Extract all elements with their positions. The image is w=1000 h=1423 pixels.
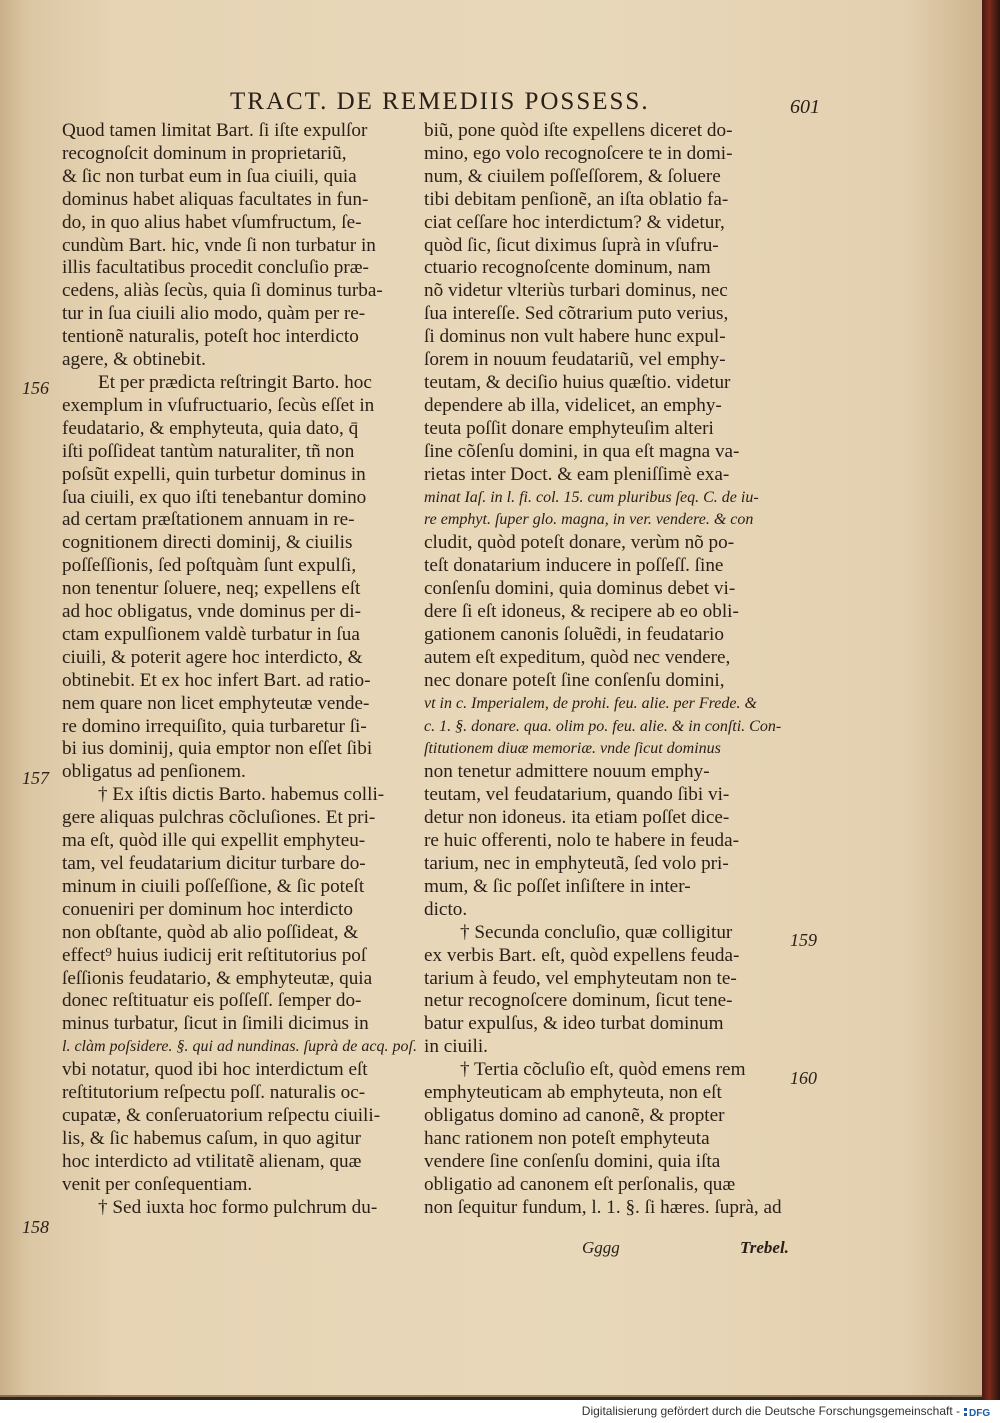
digitization-footer: [0, 1401, 1000, 1423]
text-line: teutam, vel feudatarium, quando ſibi vi-: [424, 784, 730, 806]
text-line: minum in ciuili poſſeſſione, & ſic poteſt: [62, 875, 365, 897]
text-line: non tenentur ſoluere, neq; expellens eſt: [62, 578, 361, 600]
text-line: do, in quo alius habet vſumfructum, ſe-: [62, 211, 362, 233]
text-line: quòd ſic, ſicut diximus ſuprà in vſufru-: [424, 234, 719, 256]
text-line: non tenetur admittere nouum emphy-: [424, 761, 710, 783]
text-line: illis facultatibus procedit concluſio præ-: [62, 257, 369, 279]
text-line: † Sed iuxta hoc formo pulchrum du-: [98, 1196, 378, 1218]
text-line: hanc rationem non poteſt emphyteuta: [424, 1127, 710, 1149]
text-line: teutam, & deciſio huius quæſtio. videtur: [424, 371, 731, 393]
text-line: detur non idoneus. ita etiam poſſet dice-: [424, 807, 730, 829]
text-line: & ſic non turbat eum in ſua ciuili, quia: [62, 165, 357, 187]
text-line: poſſeſſionis, ſed poſtquàm ſunt expulſi,: [62, 555, 357, 577]
text-line: cupatæ, & conſeruatorium reſpectu ciuili-: [62, 1104, 381, 1126]
text-line: vendere ſine conſenſu domini, quia iſta: [424, 1150, 721, 1172]
text-line: re huic offerenti, nolo te habere in feuda-: [424, 830, 740, 852]
signature-mark: Gggg: [582, 1238, 620, 1257]
text-line: non obſtante, quòd ab alio poſſideat, &: [62, 921, 359, 943]
text-line: ex verbis Bart. eſt, quòd expellens feuda-: [424, 944, 740, 966]
text-line: teſt donatarium inducere in poſſeſſ. ſine: [424, 555, 724, 577]
right-column: [424, 120, 792, 1220]
text-line: netur recognoſcere dominum, ſicut tene-: [424, 990, 733, 1012]
text-line: ctam expulſionem valdè turbatur in ſua: [62, 623, 360, 645]
text-line: ciuili, & poterit agere hoc interdicto, &: [62, 646, 363, 668]
text-line: gere aliquas pulchras cõcluſiones. Et pri-: [62, 807, 376, 829]
text-line: dere ſi eſt idoneus, & recipere ab eo obli-: [424, 601, 739, 623]
text-line: tibi debitam penſionẽ, an iſta oblatio fa-: [424, 188, 729, 210]
text-line: ſine cõſenſu domini, in qua eſt magna va-: [424, 440, 740, 462]
text-line: ma eſt, quòd ille qui expellit emphyteu-: [62, 830, 366, 852]
text-line: † Ex iſtis dictis Barto. habemus colli-: [98, 784, 385, 806]
text-line: cedens, aliàs ſecùs, quia ſi dominus turba-: [62, 280, 383, 302]
dfg-logo-text: DFG: [969, 1408, 991, 1419]
text-line: lis, & ſic habemus caſum, in quo agitur: [62, 1127, 361, 1149]
text-line: venit per conſequentiam.: [62, 1173, 253, 1195]
text-line: obligatio ad canonem eſt perſonalis, quæ: [424, 1173, 736, 1195]
text-line: vt in c. Imperialem, de prohi. feu. alie. per Frede. &: [424, 694, 757, 712]
text-line: † Tertia cõcluſio eſt, quòd emens rem: [460, 1059, 746, 1081]
text-line: reſtitutorium reſpectu poſſ. naturalis oc-: [62, 1082, 366, 1104]
text-line: ſtitutionem diuæ memoriæ. vnde ſicut dominus: [424, 740, 721, 758]
text-line: ciat ceſſare hoc interdictum? & videtur,: [424, 211, 725, 233]
text-line: hoc interdicto ad vtilitatẽ alienam, quæ: [62, 1150, 362, 1172]
catchword: Trebel.: [740, 1238, 789, 1257]
text-line: cludit, quòd poteſt donare, verùm nõ po-: [424, 532, 735, 554]
text-line: ſi dominus non vult habere hunc expul-: [424, 326, 726, 348]
left-column: [62, 120, 420, 1220]
margin-number: 160: [790, 1068, 817, 1088]
text-line: † Secunda concluſio, quæ colligitur: [460, 921, 733, 943]
funding-credit: Digitalisierung gefördert durch die Deutsche Forschungsgemeinschaft -: [581, 1404, 960, 1418]
text-line: mino, ego volo recognoſcere te in domi-: [424, 142, 733, 164]
text-line: bi ius dominij, quia emptor non eſſet ſibi: [62, 738, 373, 760]
text-line: agere, & obtinebit.: [62, 349, 206, 371]
text-line: tam, vel feudatarium dicitur turbare do-: [62, 853, 366, 874]
text-line: cundùm Bart. hic, vnde ſi non turbatur in: [62, 234, 376, 256]
text-line: obligatus ad penſionem.: [62, 761, 246, 783]
text-line: tarium à feudo, vel emphyteutam non te-: [424, 967, 737, 989]
text-line: autem eſt expeditum, quòd nec vendere,: [424, 646, 731, 668]
text-line: ſorem in nouum feudatariũ, vel emphy-: [424, 349, 726, 371]
text-line: vbi notatur, quod ibi hoc interdictum eſt: [62, 1059, 368, 1081]
text-line: Et per prædicta reſtringit Barto. hoc: [98, 371, 372, 393]
margin-number: 156: [22, 378, 49, 398]
text-line: dicto.: [424, 898, 468, 920]
dfg-logo-icon: [964, 1405, 994, 1419]
text-line: exemplum in vſufructuario, ſecùs eſſet in: [62, 394, 375, 416]
folio-number: 601: [790, 96, 820, 118]
book-cover-edge: [982, 0, 1000, 1400]
text-line: dominus habet aliquas facultates in fun-: [62, 188, 369, 210]
text-line: nec donare poteſt ſine conſenſu domini,: [424, 669, 725, 691]
text-line: ad certam præſtationem annuam in re-: [62, 509, 355, 531]
text-line: biũ, pone quòd iſte expellens diceret do-: [424, 120, 733, 141]
text-line: in ciuili.: [424, 1036, 488, 1058]
margin-number: 158: [22, 1217, 49, 1237]
text-line: feudatario, & emphyteuta, quia dato, q̄: [62, 417, 359, 439]
text-line: effect⁹ huius iudicij erit reſtitutorius poſ: [62, 944, 367, 966]
text-line: gationem canonis ſoluẽdi, in feudatario: [424, 623, 724, 645]
text-line: ſua ciuili, ex quo iſti tenebantur domino: [62, 486, 367, 508]
text-line: teuta poſſit donare emphyteuſim alteri: [424, 417, 714, 439]
running-head: TRACT. DE REMEDIIS POSSESS.: [230, 88, 650, 115]
text-line: tarium, nec in emphyteutã, ſed volo pri-: [424, 853, 729, 874]
text-line: poſsũt expelli, quin turbetur dominus in: [62, 463, 366, 485]
text-line: dependere ab illa, videlicet, an emphy-: [424, 394, 722, 416]
text-line: tur in ſua ciuili alio modo, quàm per re-: [62, 303, 366, 325]
text-line: cognitionem directi dominij, & ciuilis: [62, 532, 353, 554]
margin-number: 157: [22, 768, 49, 788]
text-line: tentionẽ naturalis, poteſt hoc interdicto: [62, 326, 359, 348]
text-line: rietas inter Doct. & eam pleniſſimè exa-: [424, 463, 730, 485]
text-line: ſua intereſſe. Sed cõtrarium puto verius,: [424, 303, 729, 325]
text-line: l. clàm poſsidere. §. qui ad nundinas. ſuprà de acq. poſ.: [62, 1038, 417, 1056]
text-line: minus turbatur, ſicut in ſimili dicimus in: [62, 1013, 369, 1035]
text-line: num, & ciuilem poſſeſſorem, & ſoluere: [424, 165, 721, 187]
text-line: iſti poſſideat tantùm naturaliter, tñ non: [62, 440, 355, 462]
text-line: ctuario recognoſcente dominum, nam: [424, 257, 711, 279]
text-line: re emphyt. ſuper glo. magna, in ver. vendere. & con: [424, 511, 754, 529]
text-line: non ſequitur fundum, l. 1. §. ſi hæres. ſuprà, ad: [424, 1196, 782, 1218]
text-line: obtinebit. Et ex hoc infert Bart. ad ratio-: [62, 669, 371, 691]
text-line: ad hoc obligatus, vnde dominus per di-: [62, 601, 361, 623]
margin-number: 159: [790, 930, 817, 950]
text-line: nem quare non licet emphyteutæ vende-: [62, 692, 370, 714]
text-line: minat Iaſ. in l. fi. col. 15. cum pluribus ſeq. C. de iu-: [424, 488, 759, 506]
text-line: nõ videtur vlteriùs turbari dominus, nec: [424, 280, 728, 302]
text-line: mum, & ſic poſſet inſiſtere in inter-: [424, 875, 691, 897]
text-line: recognoſcit dominum in proprietariũ,: [62, 142, 347, 164]
text-line: emphyteuticam ab emphyteuta, non eſt: [424, 1082, 722, 1104]
text-line: Quod tamen limitat Bart. ſi iſte expulſor: [62, 120, 368, 141]
text-line: conueniri per dominum hoc interdicto: [62, 898, 353, 920]
text-line: c. 1. §. donare. qua. olim po. feu. alie. & in conſti. Con-: [424, 717, 782, 735]
text-line: ſeſſionis feudatario, & emphyteutæ, quia: [62, 967, 373, 989]
text-line: re domino irrequiſito, quia turbaretur ſi-: [62, 715, 367, 737]
text-line: batur expulſus, & ideo turbat dominum: [424, 1013, 724, 1035]
text-line: conſenſu domini, quia dominus debet vi-: [424, 578, 736, 600]
text-line: donec reſtituatur eis poſſeſſ. ſemper do-: [62, 990, 362, 1012]
text-line: obligatus domino ad canonẽ, & propter: [424, 1104, 725, 1126]
